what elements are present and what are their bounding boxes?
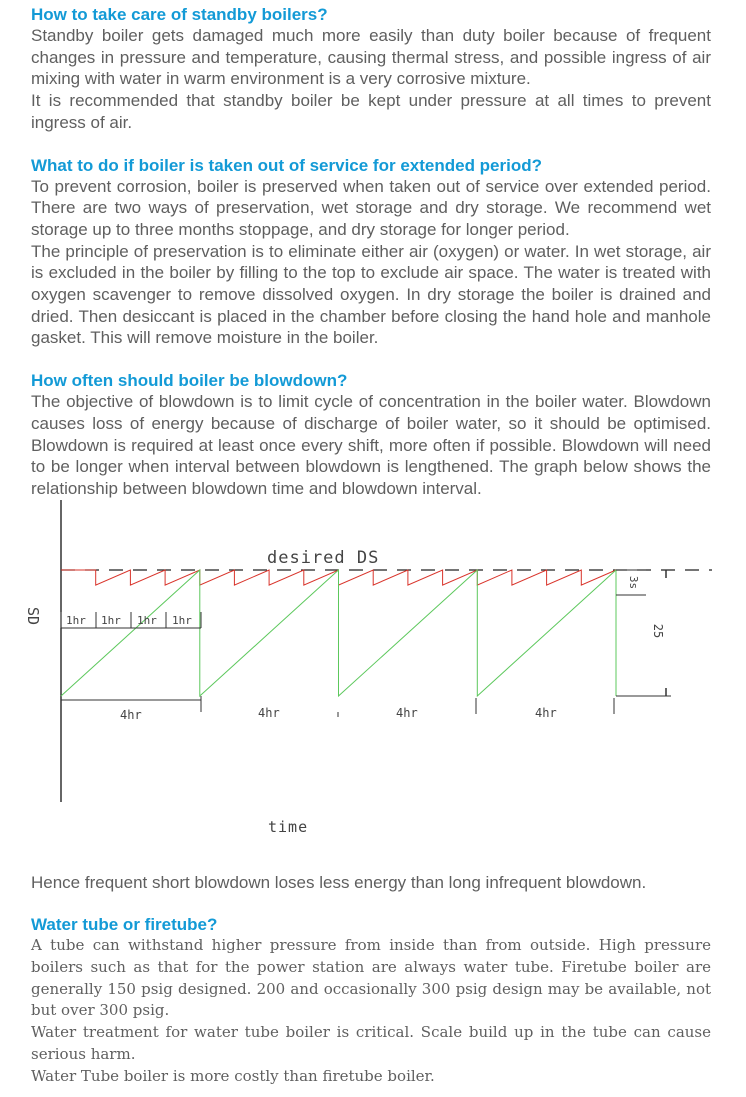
long-blowdown-series-line: [61, 570, 616, 696]
hour-label: 1hr: [172, 613, 192, 627]
hour-label: 1hr: [101, 613, 121, 627]
interval-label: 4hr: [258, 705, 280, 720]
heading-water-tube: Water tube or firetube?: [31, 915, 218, 935]
interval-label: 4hr: [396, 705, 418, 720]
small-drop-label: 3s: [627, 575, 641, 589]
heading-blowdown: How often should boiler be blowdown?: [31, 371, 348, 391]
heading-standby: How to take care of standby boilers?: [31, 5, 328, 24]
large-drop-label: 25: [651, 623, 666, 638]
interval-label: 4hr: [120, 707, 142, 722]
paragraph: The principle of preservation is to eliminate either air (oxygen) or water. In wet storage, air is excluded in the boiler by filling to the top to exclude air space. The water is treated with oxygen scavenger to remove dissolved oxygen. In dry storage the boiler is drained and dried. Then desiccant is placed in the chamber before closing the hand hole and manhole gasket. This will remove moisture in the boiler.: [31, 241, 711, 348]
y-axis-label: SD: [24, 606, 43, 625]
document-body: [24, 4, 711, 1087]
paragraph: Standby boiler gets damaged much more easily than duty boiler because of frequent changes in pressure and temperature, causing thermal stress, and possible ingress of air mixing with water in warm environment is a very corrosive mixture.: [31, 26, 711, 89]
x-axis-label: time: [268, 817, 309, 836]
paragraph: A tube can withstand higher pressure from inside than from outside. High pressure boilers such as that for the power station are always water tube. Firetube boiler are generally 150 psig designed. 200 and occasionally 300 psig design may be available, not but over 300 psig.: [31, 936, 711, 1020]
blowdown-graph: [0, 500, 746, 872]
hour-label: 1hr: [66, 613, 86, 627]
desired-ds-label: desired DS: [267, 547, 380, 568]
heading-out-of-service: What to do if boiler is taken out of service for extended period?: [31, 155, 543, 175]
paragraph: Water treatment for water tube boiler is critical. Scale build up in the tube can cause serious harm.: [31, 1023, 711, 1063]
paragraph: To prevent corrosion, boiler is preserved when taken out of service over extended period. There are two ways of preservation, wet storage and dry storage. We recommend wet storage up to three months stoppage, and dry storage for longer period.: [31, 176, 711, 239]
interval-label: 4hr: [535, 705, 557, 720]
hour-label: 1hr: [137, 613, 157, 627]
paragraph: Water Tube boiler is more costly than firetube boiler.: [31, 1066, 435, 1085]
closing-sentence: Hence frequent short blowdown loses less energy than long infrequent blowdown.: [31, 872, 647, 892]
paragraph: The objective of blowdown is to limit cycle of concentration in the boiler water. Blowdown causes loss of energy because of discharge of boiler water, so it should be optimised. Blowdown is required at least once every shift, more often if possible. Blowdown will need to be longer when interval between blowdown is lengthened. The graph below shows the relationship between blowdown time and blowdown interval.: [31, 392, 711, 498]
paragraph: It is recommended that standby boiler be kept under pressure at all times to prevent ingress of air.: [31, 91, 711, 132]
